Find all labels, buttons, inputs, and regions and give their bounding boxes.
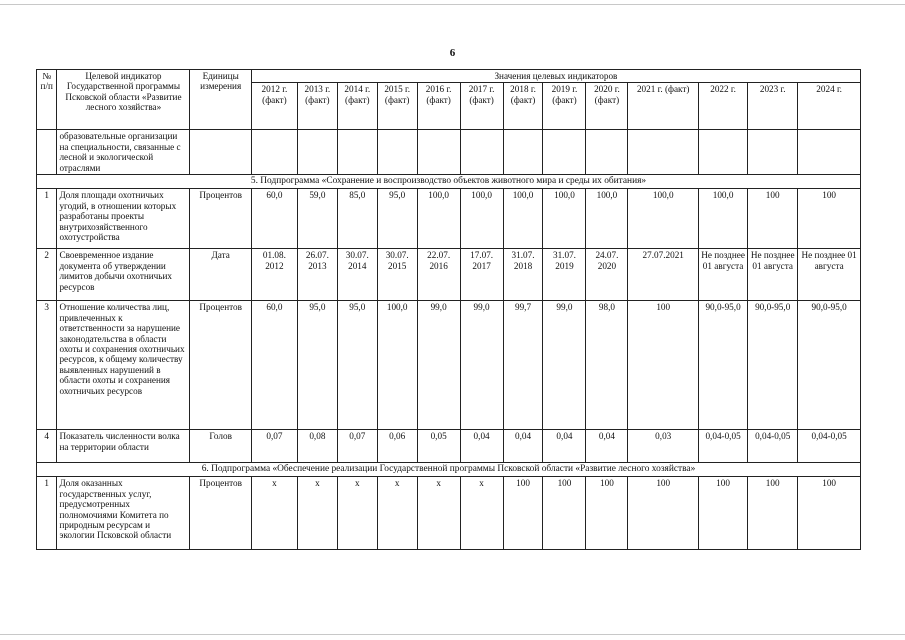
value-cell: х (297, 477, 337, 550)
value-cell: 100 (798, 189, 861, 249)
value-cell: 24.07. 2020 (586, 249, 628, 301)
value-cell: х (417, 477, 460, 550)
value-cell: Не позднее 01 августа (798, 249, 861, 301)
indicator-name: Показатель численности волка на территории области (57, 430, 190, 463)
header-year: 2013 г. (факт) (297, 83, 337, 130)
value-cell: Не позднее 01 августа (748, 249, 798, 301)
header-year: 2019 г. (факт) (543, 83, 586, 130)
value-cell: 90,0-95,0 (748, 301, 798, 430)
value-cell: 100,0 (543, 189, 586, 249)
value-cell: 100,0 (460, 189, 503, 249)
scan-top-edge (0, 4, 905, 5)
indicator-name: Доля оказанных государственных услуг, предусмотренных полномочиями Комитета по природным ресурсам и экологии Псковской области (57, 477, 190, 550)
header-indicator: Целевой индикатор Государственной программы Псковской области «Развитие лесного хозяйства» (57, 70, 190, 130)
continuation-row (37, 130, 861, 175)
value-cell: 99,7 (503, 301, 543, 430)
value-cell: 26.07. 2013 (297, 249, 337, 301)
cell (586, 130, 628, 175)
row-number: 3 (37, 301, 57, 430)
value-cell: 100 (503, 477, 543, 550)
value-cell: 0,05 (417, 430, 460, 463)
cell (417, 130, 460, 175)
value-cell: Не позднее 01 августа (699, 249, 748, 301)
scan-bottom-edge (0, 634, 905, 635)
header-year: 2021 г. (факт) (628, 83, 699, 130)
value-cell: 27.07.2021 (628, 249, 699, 301)
cell (798, 130, 861, 175)
value-cell: х (460, 477, 503, 550)
value-cell: 0,04 (586, 430, 628, 463)
value-cell: 0,06 (377, 430, 417, 463)
subprogram-6-title: 6. Подпрограмма «Обеспечение реализации Государственной программы Псковской области «Развитие лесного хозяйства» (37, 463, 861, 477)
value-cell: 22.07. 2016 (417, 249, 460, 301)
cell (503, 130, 543, 175)
value-cell: 95,0 (297, 301, 337, 430)
unit-cell: Процентов (190, 477, 251, 550)
value-cell: 100,0 (503, 189, 543, 249)
indicator-name: Своевременное издание документа об утверждении лимитов добычи охотничьих ресурсов (57, 249, 190, 301)
value-cell: 0,04 (543, 430, 586, 463)
indicator-name: Отношение количества лиц, привлеченных к ответственности за нарушение законодательства в области охоты и сохранения охотничьих ресурсов, к общему количеству выявленных нарушений в области охоты и сохранения охотничьих ресурсов (57, 301, 190, 430)
header-year: 2023 г. (748, 83, 798, 130)
row-number: 1 (37, 477, 57, 550)
cell (251, 130, 297, 175)
table-row (37, 189, 861, 249)
header-year: 2012 г. (факт) (251, 83, 297, 130)
value-cell: 59,0 (297, 189, 337, 249)
value-cell: 99,0 (417, 301, 460, 430)
cell (37, 130, 57, 175)
value-cell: 85,0 (337, 189, 377, 249)
value-cell: 90,0-95,0 (699, 301, 748, 430)
header-row-1 (37, 70, 861, 83)
value-cell: 100 (543, 477, 586, 550)
value-cell: 100 (798, 477, 861, 550)
indicator-name: Доля площади охотничьих угодий, в отношении которых разработаны проекты внутрихозяйственного охотустройства (57, 189, 190, 249)
header-unit: Единицы измерения (190, 70, 251, 130)
value-cell: 0,07 (337, 430, 377, 463)
continuation-text: образовательные организации на специальности, связанные с лесной и экологической отраслями (57, 130, 190, 175)
value-cell: 0,04-0,05 (748, 430, 798, 463)
cell (190, 130, 251, 175)
value-cell: х (377, 477, 417, 550)
value-cell: 98,0 (586, 301, 628, 430)
row-number: 1 (37, 189, 57, 249)
cell (337, 130, 377, 175)
value-cell: 100,0 (417, 189, 460, 249)
value-cell: 95,0 (377, 189, 417, 249)
header-year: 2015 г. (факт) (377, 83, 417, 130)
value-cell: 31.07. 2018 (503, 249, 543, 301)
unit-cell: Процентов (190, 189, 251, 249)
cell (628, 130, 699, 175)
header-year: 2024 г. (798, 83, 861, 130)
value-cell: 30.07. 2014 (337, 249, 377, 301)
page-number: 6 (449, 47, 456, 59)
value-cell: 100,0 (699, 189, 748, 249)
cell (460, 130, 503, 175)
value-cell: 100,0 (628, 189, 699, 249)
row-number: 4 (37, 430, 57, 463)
value-cell: х (251, 477, 297, 550)
header-year: 2014 г. (факт) (337, 83, 377, 130)
value-cell: 0,04-0,05 (699, 430, 748, 463)
value-cell: 31.07. 2019 (543, 249, 586, 301)
value-cell: 0,04 (460, 430, 503, 463)
subprogram-5-heading-row (37, 175, 861, 189)
value-cell: 60,0 (251, 189, 297, 249)
value-cell: 30.07. 2015 (377, 249, 417, 301)
value-cell: 0,04-0,05 (798, 430, 861, 463)
cell (543, 130, 586, 175)
row-number: 2 (37, 249, 57, 301)
table-row (37, 249, 861, 301)
cell (377, 130, 417, 175)
target-indicators-table (36, 69, 861, 550)
value-cell: 100 (699, 477, 748, 550)
value-cell: 100 (748, 189, 798, 249)
cell (699, 130, 748, 175)
value-cell: 100,0 (377, 301, 417, 430)
header-year: 2017 г. (факт) (460, 83, 503, 130)
subprogram-6-heading-row (37, 463, 861, 477)
value-cell: 100,0 (586, 189, 628, 249)
header-values-group: Значения целевых индикаторов (251, 70, 860, 83)
header-num: № п/п (37, 70, 57, 130)
value-cell: 0,07 (251, 430, 297, 463)
value-cell: 0,03 (628, 430, 699, 463)
subprogram-5-title: 5. Подпрограмма «Сохранение и воспроизводство объектов животного мира и среды их обитания» (37, 175, 861, 189)
value-cell: 01.08. 2012 (251, 249, 297, 301)
header-year: 2016 г. (факт) (417, 83, 460, 130)
value-cell: 99,0 (460, 301, 503, 430)
table-row (37, 477, 861, 550)
value-cell: 95,0 (337, 301, 377, 430)
value-cell: 100 (628, 477, 699, 550)
cell (297, 130, 337, 175)
value-cell: 0,04 (503, 430, 543, 463)
table-row (37, 430, 861, 463)
header-year: 2018 г. (факт) (503, 83, 543, 130)
value-cell: 99,0 (543, 301, 586, 430)
table-row (37, 301, 861, 430)
value-cell: 100 (628, 301, 699, 430)
header-year: 2020 г. (факт) (586, 83, 628, 130)
unit-cell: Процентов (190, 301, 251, 430)
value-cell: 60,0 (251, 301, 297, 430)
value-cell: 90,0-95,0 (798, 301, 861, 430)
header-year: 2022 г. (699, 83, 748, 130)
cell (748, 130, 798, 175)
value-cell: 17.07. 2017 (460, 249, 503, 301)
unit-cell: Голов (190, 430, 251, 463)
value-cell: х (337, 477, 377, 550)
unit-cell: Дата (190, 249, 251, 301)
value-cell: 100 (748, 477, 798, 550)
value-cell: 0,08 (297, 430, 337, 463)
value-cell: 100 (586, 477, 628, 550)
